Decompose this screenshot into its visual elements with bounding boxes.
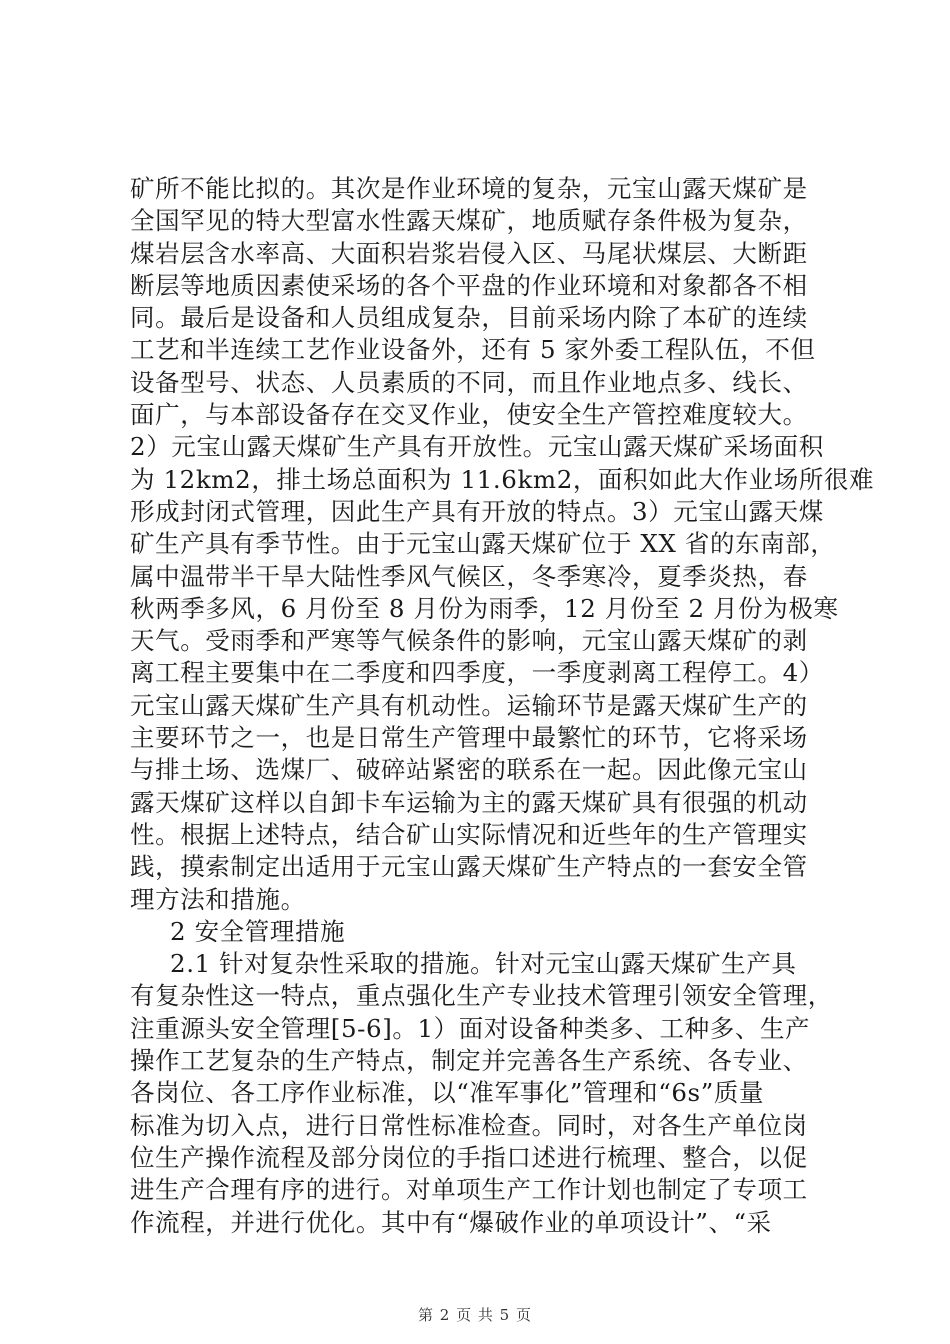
- text-line: 属中温带半干旱大陆性季风气候区，冬季寒冷，夏季炎热，春: [130, 561, 808, 591]
- text-line: 天气。受雨季和严寒等气候条件的影响，元宝山露天煤矿的剥: [130, 626, 808, 656]
- text-line: 进生产合理有序的进行。对单项生产工作计划也制定了专项工: [130, 1175, 808, 1205]
- text-line: 露天煤矿这样以自卸卡车运输为主的露天煤矿具有很强的机动: [130, 787, 808, 817]
- text-line: 断层等地质因素使采场的各个平盘的作业环境和对象都各不相: [130, 270, 808, 300]
- text-line: 矿生产具有季节性。由于元宝山露天煤矿位于 XX 省的东南部，: [130, 529, 836, 559]
- text-line: 各岗位、各工序作业标准，以“准军事化”管理和“6s”质量: [130, 1078, 765, 1108]
- text-line: 矿所不能比拟的。其次是作业环境的复杂，元宝山露天煤矿是: [130, 174, 808, 203]
- text-line: 元宝山露天煤矿生产具有机动性。运输环节是露天煤矿生产的: [130, 690, 808, 720]
- text-line: 作流程，并进行优化。其中有“爆破作业的单项设计”、“采: [130, 1207, 772, 1237]
- text-line: 秋两季多风，6 月份至 8 月份为雨季，12 月份至 2 月份为极寒: [130, 593, 839, 623]
- text-line: 离工程主要集中在二季度和四季度，一季度剥离工程停工。4）: [130, 658, 824, 688]
- text-line: 性。根据上述特点，结合矿山实际情况和近些年的生产管理实: [130, 819, 808, 849]
- body-text: [130, 173, 875, 1239]
- text-line: 为 12km2，排土场总面积为 11.6km2，面积如此大作业场所很难: [130, 464, 875, 494]
- text-line: 与排土场、选煤厂、破碎站紧密的联系在一起。因此像元宝山: [130, 755, 808, 785]
- text-line: 有复杂性这一特点，重点强化生产专业技术管理引领安全管理，: [130, 981, 833, 1011]
- text-line: 煤岩层含水率高、大面积岩浆岩侵入区、马尾状煤层、大断距: [130, 238, 808, 268]
- subsection-first-line: 2.1 针对复杂性采取的措施。针对元宝山露天煤矿生产具: [170, 949, 797, 979]
- text-line: 操作工艺复杂的生产特点，制定并完善各生产系统、各专业、: [130, 1046, 808, 1076]
- text-line: 主要环节之一，也是日常生产管理中最繁忙的环节，它将采场: [130, 723, 808, 753]
- text-line: 同。最后是设备和人员组成复杂，目前采场内除了本矿的连续: [130, 303, 808, 333]
- text-line: 注重源头安全管理[5-6]。1）面对设备种类多、工种多、生产: [130, 1013, 811, 1043]
- text-line: 践，摸索制定出适用于元宝山露天煤矿生产特点的一套安全管: [130, 852, 808, 882]
- text-line: 工艺和半连续工艺作业设备外，还有 5 家外委工程队伍，不但: [130, 335, 816, 365]
- text-line: 设备型号、状态、人员素质的不同，而且作业地点多、线长、: [130, 367, 808, 397]
- text-line: 位生产操作流程及部分岗位的手指口述进行梳理、整合，以促: [130, 1142, 808, 1172]
- section-heading: 2 安全管理措施: [170, 916, 346, 946]
- text-line: 形成封闭式管理，因此生产具有开放的特点。3）元宝山露天煤: [130, 496, 824, 526]
- text-line: 全国罕见的特大型富水性露天煤矿，地质赋存条件极为复杂，: [130, 206, 808, 236]
- text-line: 2）元宝山露天煤矿生产具有开放性。元宝山露天煤矿采场面积: [130, 432, 824, 462]
- text-line: 理方法和措施。: [130, 884, 306, 914]
- page-number-footer: 第 2 页 共 5 页: [418, 1306, 532, 1324]
- text-line: 面广，与本部设备存在交叉作业，使安全生产管控难度较大。: [130, 400, 808, 430]
- text-line: 标准为切入点，进行日常性标准检查。同时，对各生产单位岗: [130, 1110, 808, 1140]
